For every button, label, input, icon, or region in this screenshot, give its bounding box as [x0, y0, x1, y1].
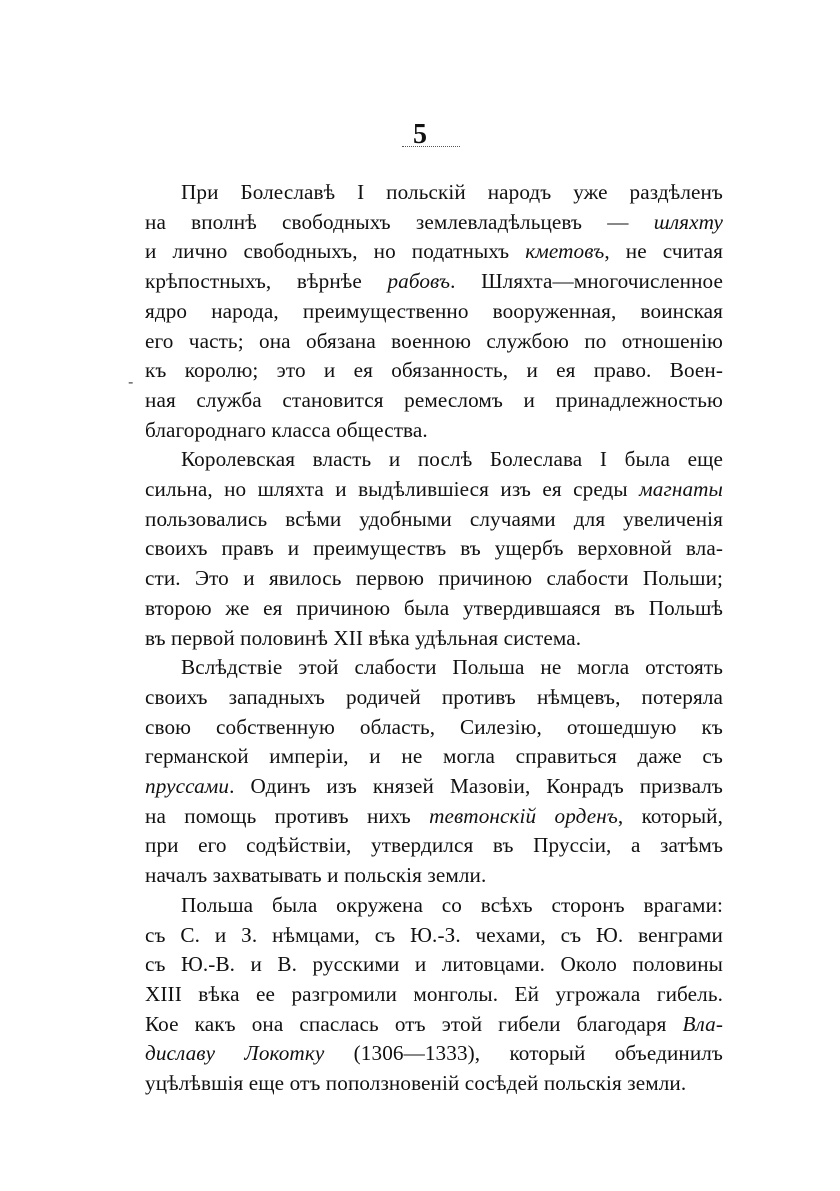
text-segment: съ Ю.-В. и В. русскими и литовцами. Около половины	[145, 952, 723, 977]
text-line	[145, 208, 723, 238]
text-line	[145, 950, 723, 980]
margin-mark: -	[128, 372, 134, 391]
text-segment: въ первой половинѣ XII вѣка удѣльная система.	[145, 625, 582, 650]
text-segment: своихъ западныхъ родичей противъ нѣмцевъ, потеряла	[145, 684, 723, 709]
text-segment: ядро народа, преимущественно вооруженная, воинская	[145, 298, 723, 323]
italic-term: тевтонскій орденъ	[429, 803, 618, 828]
text-segment: его часть; она обязана военною службою по отношенію	[145, 328, 723, 353]
text-segment: (1306—1333), который объединилъ	[324, 1041, 723, 1066]
text-line	[145, 356, 723, 386]
italic-term: магнаты	[639, 477, 723, 502]
text-segment: Королевская власть и послѣ Болеслава I была еще	[181, 447, 723, 472]
italic-term: Вла-	[682, 1011, 723, 1036]
text-segment: При Болеславѣ I польскій народъ уже раздѣленъ	[181, 180, 723, 204]
text-line	[145, 683, 723, 713]
text-line	[145, 475, 723, 505]
text-segment: . Шляхта—многочисленное	[450, 269, 723, 294]
text-segment: къ королю; это и ея обязанность, и ея право. Воен-	[145, 358, 723, 383]
text-segment: ная служба становится ремесломъ и принадлежностью	[145, 387, 723, 412]
text-segment: и лично свободныхъ, но податныхъ	[145, 239, 526, 264]
body-text	[145, 178, 723, 1099]
text-segment: своихъ правъ и преимуществъ въ ущербъ верховной вла-	[145, 536, 723, 561]
text-segment: пользовались всѣми удобными случаями для увеличенія	[145, 506, 723, 531]
italic-term: кметовъ	[525, 239, 605, 264]
text-segment: . Одинъ изъ князей Мазовіи, Конрадъ призвалъ	[229, 774, 723, 799]
text-line	[145, 653, 723, 683]
text-segment: Вслѣдствіе этой слабости Польша не могла отстоять	[181, 655, 723, 680]
text-segment: , не считая	[604, 239, 724, 264]
text-segment: свою собственную область, Силезію, отошедшую къ	[145, 714, 723, 739]
text-line	[145, 564, 723, 594]
text-line	[145, 802, 723, 832]
text-segment: сти. Это и явилось первою причиною слабости Польши;	[145, 566, 723, 591]
text-segment: уцѣлѣвшія еще отъ поползновеній сосѣдей польскія земли.	[145, 1071, 687, 1096]
text-segment: съ С. и З. нѣмцами, съ Ю.-З. чехами, съ Ю. венграми	[145, 922, 723, 947]
text-segment: Польша была окружена со всѣхъ сторонъ врагами:	[181, 892, 723, 917]
text-line	[145, 742, 723, 772]
text-segment: второю же ея причиною была утвердившаяся въ Польшѣ	[145, 595, 723, 620]
text-line	[145, 386, 723, 416]
text-line	[145, 713, 723, 743]
text-line	[145, 297, 723, 327]
text-segment: Кое какъ она спаслась отъ этой гибели благодаря	[145, 1011, 683, 1036]
text-line	[145, 831, 723, 861]
text-line	[145, 1010, 723, 1040]
text-segment: , который,	[617, 803, 723, 828]
text-line	[145, 416, 723, 446]
italic-term: рабовъ	[387, 269, 451, 294]
text-line	[145, 1069, 723, 1099]
text-line	[145, 861, 723, 891]
italic-term: диславу Локотку	[145, 1041, 325, 1066]
text-line	[145, 921, 723, 951]
italic-term: шляхту	[653, 209, 723, 234]
text-segment: германской имперіи, и не могла справиться даже съ	[145, 744, 723, 769]
text-line	[145, 178, 723, 208]
text-segment: при его содѣйствіи, утвердился въ Пруссіи, а затѣмъ	[145, 833, 723, 858]
text-segment: XIII вѣка ее разгромили монголы. Ей угрожала гибель.	[145, 981, 723, 1006]
page-number-underline	[402, 146, 460, 147]
text-line	[145, 980, 723, 1010]
italic-term: пруссами	[145, 774, 230, 799]
text-line	[145, 624, 723, 654]
text-line	[145, 891, 723, 921]
text-line	[145, 534, 723, 564]
text-line	[145, 237, 723, 267]
text-segment: на вполнѣ свободныхъ землевладѣльцевъ —	[145, 209, 654, 234]
page-number: 5	[413, 119, 427, 150]
text-line	[145, 445, 723, 475]
text-segment: благороднаго класса общества.	[145, 417, 428, 442]
text-line	[145, 594, 723, 624]
text-line	[145, 1039, 723, 1069]
text-line	[145, 267, 723, 297]
text-line	[145, 327, 723, 357]
text-segment: крѣпостныхъ, вѣрнѣе	[145, 269, 388, 294]
text-segment: сильна, но шляхта и выдѣлившіеся изъ ея среды	[145, 477, 640, 502]
text-segment: началъ захватывать и польскія земли.	[145, 863, 487, 888]
text-line	[145, 772, 723, 802]
text-segment: на помощь противъ нихъ	[145, 803, 430, 828]
text-line	[145, 505, 723, 535]
